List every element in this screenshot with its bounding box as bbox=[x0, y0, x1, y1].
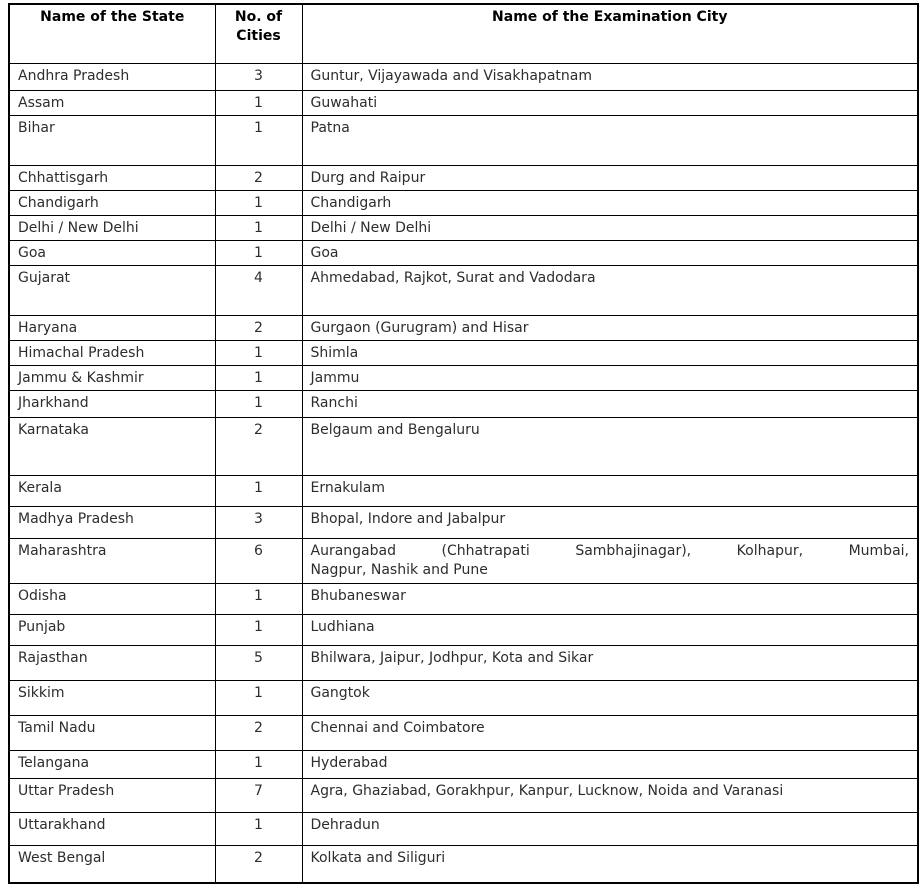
state-cell: Telangana bbox=[9, 750, 215, 778]
city-names-cell: Ludhiana bbox=[302, 614, 918, 645]
state-cell: West Bengal bbox=[9, 845, 215, 883]
table-row bbox=[9, 390, 918, 417]
cities-count-cell: 2 bbox=[215, 715, 302, 750]
table-row bbox=[9, 215, 918, 240]
state-cell: Uttar Pradesh bbox=[9, 778, 215, 812]
city-names-line: Aurangabad (Chhatrapati Sambhajinagar), Kolhapur, Mumbai, bbox=[310, 542, 909, 559]
cities-count-cell: 1 bbox=[215, 340, 302, 365]
table-row bbox=[9, 778, 918, 812]
table-row bbox=[9, 715, 918, 750]
city-names-cell: Ernakulam bbox=[302, 475, 918, 506]
cities-count-cell: 1 bbox=[215, 812, 302, 845]
state-cell: Chandigarh bbox=[9, 190, 215, 215]
cities-count-cell: 1 bbox=[215, 390, 302, 417]
table-row bbox=[9, 365, 918, 390]
state-cell: Madhya Pradesh bbox=[9, 506, 215, 538]
cities-count-cell: 4 bbox=[215, 265, 302, 315]
table-row bbox=[9, 845, 918, 883]
city-names-cell: Patna bbox=[302, 115, 918, 165]
column-header-cities-count: No. of Cities bbox=[215, 4, 302, 63]
state-cell: Maharashtra bbox=[9, 538, 215, 583]
state-cell: Himachal Pradesh bbox=[9, 340, 215, 365]
state-cell: Punjab bbox=[9, 614, 215, 645]
table-row bbox=[9, 680, 918, 715]
city-names-cell: Delhi / New Delhi bbox=[302, 215, 918, 240]
state-cell: Haryana bbox=[9, 315, 215, 340]
city-names-cell: Ranchi bbox=[302, 390, 918, 417]
city-names-cell: Jammu bbox=[302, 365, 918, 390]
table-row bbox=[9, 475, 918, 506]
cities-count-cell: 1 bbox=[215, 240, 302, 265]
state-cell: Goa bbox=[9, 240, 215, 265]
city-names-cell: Belgaum and Bengaluru bbox=[302, 417, 918, 475]
state-cell: Odisha bbox=[9, 583, 215, 614]
state-cell: Delhi / New Delhi bbox=[9, 215, 215, 240]
state-cell: Chhattisgarh bbox=[9, 165, 215, 190]
state-cell: Assam bbox=[9, 90, 215, 115]
city-names-cell: Guwahati bbox=[302, 90, 918, 115]
city-names-cell bbox=[302, 538, 918, 583]
cities-count-cell: 1 bbox=[215, 190, 302, 215]
state-cell: Jammu & Kashmir bbox=[9, 365, 215, 390]
table-row bbox=[9, 645, 918, 680]
cities-count-cell: 1 bbox=[215, 583, 302, 614]
table-row bbox=[9, 614, 918, 645]
table-row bbox=[9, 538, 918, 583]
cities-count-cell: 7 bbox=[215, 778, 302, 812]
column-header-state: Name of the State bbox=[9, 4, 215, 63]
table-row bbox=[9, 417, 918, 475]
cities-count-cell: 1 bbox=[215, 750, 302, 778]
city-names-cell: Gurgaon (Gurugram) and Hisar bbox=[302, 315, 918, 340]
table-row bbox=[9, 506, 918, 538]
cities-count-cell: 1 bbox=[215, 614, 302, 645]
city-names-cell: Gangtok bbox=[302, 680, 918, 715]
city-names-cell: Chennai and Coimbatore bbox=[302, 715, 918, 750]
cities-count-cell: 2 bbox=[215, 315, 302, 340]
cities-count-cell: 5 bbox=[215, 645, 302, 680]
cities-count-cell: 1 bbox=[215, 365, 302, 390]
cities-count-cell: 2 bbox=[215, 417, 302, 475]
city-names-cell: Agra, Ghaziabad, Gorakhpur, Kanpur, Lucknow, Noida and Varanasi bbox=[302, 778, 918, 812]
cities-count-cell: 1 bbox=[215, 90, 302, 115]
state-cell: Sikkim bbox=[9, 680, 215, 715]
table-row bbox=[9, 583, 918, 614]
state-cell: Gujarat bbox=[9, 265, 215, 315]
city-names-cell: Goa bbox=[302, 240, 918, 265]
cities-count-cell: 1 bbox=[215, 680, 302, 715]
city-names-cell: Ahmedabad, Rajkot, Surat and Vadodara bbox=[302, 265, 918, 315]
table-row bbox=[9, 115, 918, 165]
city-names-cell: Bhopal, Indore and Jabalpur bbox=[302, 506, 918, 538]
table-row bbox=[9, 340, 918, 365]
table-row bbox=[9, 63, 918, 90]
city-names-cell: Dehradun bbox=[302, 812, 918, 845]
city-names-cell: Shimla bbox=[302, 340, 918, 365]
table-row bbox=[9, 265, 918, 315]
state-cell: Rajasthan bbox=[9, 645, 215, 680]
cities-count-cell: 1 bbox=[215, 115, 302, 165]
table-row bbox=[9, 812, 918, 845]
table-row bbox=[9, 240, 918, 265]
examination-city-table bbox=[8, 3, 919, 884]
state-cell: Jharkhand bbox=[9, 390, 215, 417]
state-cell: Tamil Nadu bbox=[9, 715, 215, 750]
table-row bbox=[9, 165, 918, 190]
state-cell: Bihar bbox=[9, 115, 215, 165]
header-row bbox=[9, 4, 918, 63]
table-row bbox=[9, 190, 918, 215]
state-cell: Kerala bbox=[9, 475, 215, 506]
city-names-cell: Chandigarh bbox=[302, 190, 918, 215]
cities-count-cell: 1 bbox=[215, 215, 302, 240]
table-row bbox=[9, 750, 918, 778]
city-names-cell: Bhubaneswar bbox=[302, 583, 918, 614]
table-row bbox=[9, 90, 918, 115]
city-names-cell: Bhilwara, Jaipur, Jodhpur, Kota and Sikar bbox=[302, 645, 918, 680]
cities-count-cell: 6 bbox=[215, 538, 302, 583]
state-cell: Karnataka bbox=[9, 417, 215, 475]
city-names-line: Nagpur, Nashik and Pune bbox=[310, 561, 488, 578]
state-cell: Andhra Pradesh bbox=[9, 63, 215, 90]
cities-count-cell: 3 bbox=[215, 506, 302, 538]
state-cell: Uttarakhand bbox=[9, 812, 215, 845]
cities-count-cell: 2 bbox=[215, 165, 302, 190]
column-header-city-names: Name of the Examination City bbox=[302, 4, 918, 63]
city-names-cell: Kolkata and Siliguri bbox=[302, 845, 918, 883]
table-row bbox=[9, 315, 918, 340]
city-names-cell: Hyderabad bbox=[302, 750, 918, 778]
cities-count-cell: 1 bbox=[215, 475, 302, 506]
city-names-cell: Guntur, Vijayawada and Visakhapatnam bbox=[302, 63, 918, 90]
cities-count-cell: 2 bbox=[215, 845, 302, 883]
cities-count-cell: 3 bbox=[215, 63, 302, 90]
city-names-cell: Durg and Raipur bbox=[302, 165, 918, 190]
